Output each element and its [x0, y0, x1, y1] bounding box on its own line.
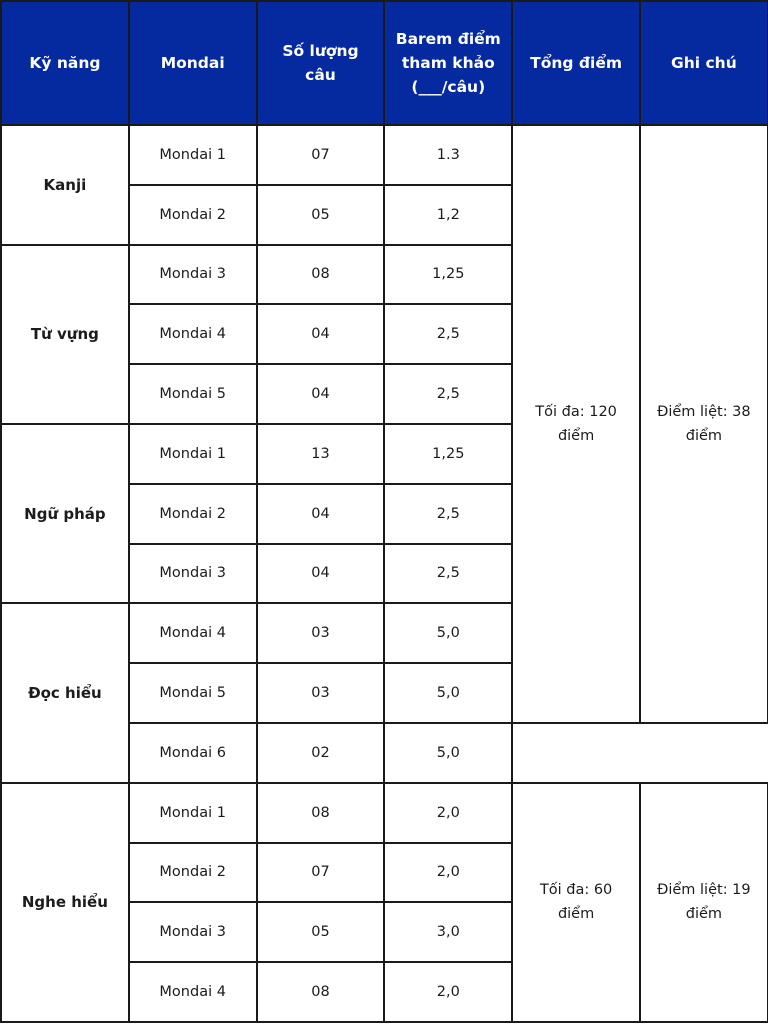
mondai-cell: Mondai 2 [129, 484, 257, 544]
mondai-cell: Mondai 3 [129, 245, 257, 305]
count-cell: 08 [257, 783, 385, 843]
score-cell: 1,25 [384, 424, 512, 484]
skill-cell-kanji: Kanji [1, 125, 129, 245]
total-cell-listening: Tối đa: 60 điểm [512, 783, 640, 1022]
count-cell: 04 [257, 484, 385, 544]
header-question-count: Số lượng câu [257, 1, 385, 125]
mondai-cell: Mondai 4 [129, 603, 257, 663]
mondai-cell: Mondai 1 [129, 125, 257, 185]
count-cell: 05 [257, 902, 385, 962]
mondai-cell: Mondai 5 [129, 663, 257, 723]
table-row [1, 125, 768, 185]
mondai-cell: Mondai 4 [129, 962, 257, 1022]
score-cell: 2,0 [384, 783, 512, 843]
header-reference-score: Barem điểm tham khảo (___/câu) [384, 1, 512, 125]
score-cell: 2,5 [384, 484, 512, 544]
table-row [1, 783, 768, 843]
score-cell: 2,0 [384, 962, 512, 1022]
score-cell: 1,2 [384, 185, 512, 245]
score-cell: 2,5 [384, 544, 512, 604]
total-cell-language-reading: Tối đa: 120 điểm [512, 125, 640, 723]
mondai-cell: Mondai 2 [129, 843, 257, 903]
score-cell: 1.3 [384, 125, 512, 185]
mondai-cell: Mondai 5 [129, 364, 257, 424]
score-cell: 1,25 [384, 245, 512, 305]
mondai-cell: Mondai 1 [129, 424, 257, 484]
count-cell: 05 [257, 185, 385, 245]
count-cell: 04 [257, 364, 385, 424]
mondai-cell: Mondai 6 [129, 723, 257, 783]
count-cell: 07 [257, 125, 385, 185]
header-note: Ghi chú [640, 1, 768, 125]
count-cell: 13 [257, 424, 385, 484]
mondai-cell: Mondai 1 [129, 783, 257, 843]
score-cell: 2,0 [384, 843, 512, 903]
note-cell-listening: Điểm liệt: 19 điểm [640, 783, 768, 1022]
score-cell: 5,0 [384, 663, 512, 723]
mondai-cell: Mondai 3 [129, 902, 257, 962]
count-cell: 03 [257, 663, 385, 723]
mondai-cell: Mondai 2 [129, 185, 257, 245]
score-cell: 3,0 [384, 902, 512, 962]
mondai-cell: Mondai 3 [129, 544, 257, 604]
header-row [1, 1, 768, 125]
skill-cell-listening: Nghe hiểu [1, 783, 129, 1022]
score-cell: 5,0 [384, 723, 512, 783]
note-cell-language-reading: Điểm liệt: 38 điểm [640, 125, 768, 723]
mondai-cell: Mondai 4 [129, 304, 257, 364]
header-total-score: Tổng điểm [512, 1, 640, 125]
skill-cell-grammar: Ngữ pháp [1, 424, 129, 603]
count-cell: 07 [257, 843, 385, 903]
count-cell: 02 [257, 723, 385, 783]
header-mondai: Mondai [129, 1, 257, 125]
header-skill: Kỹ năng [1, 1, 129, 125]
count-cell: 04 [257, 304, 385, 364]
count-cell: 04 [257, 544, 385, 604]
count-cell: 08 [257, 962, 385, 1022]
score-cell: 5,0 [384, 603, 512, 663]
skill-cell-reading: Đọc hiểu [1, 603, 129, 782]
score-cell: 2,5 [384, 364, 512, 424]
score-cell: 2,5 [384, 304, 512, 364]
count-cell: 03 [257, 603, 385, 663]
count-cell: 08 [257, 245, 385, 305]
skill-cell-vocabulary: Từ vựng [1, 245, 129, 424]
